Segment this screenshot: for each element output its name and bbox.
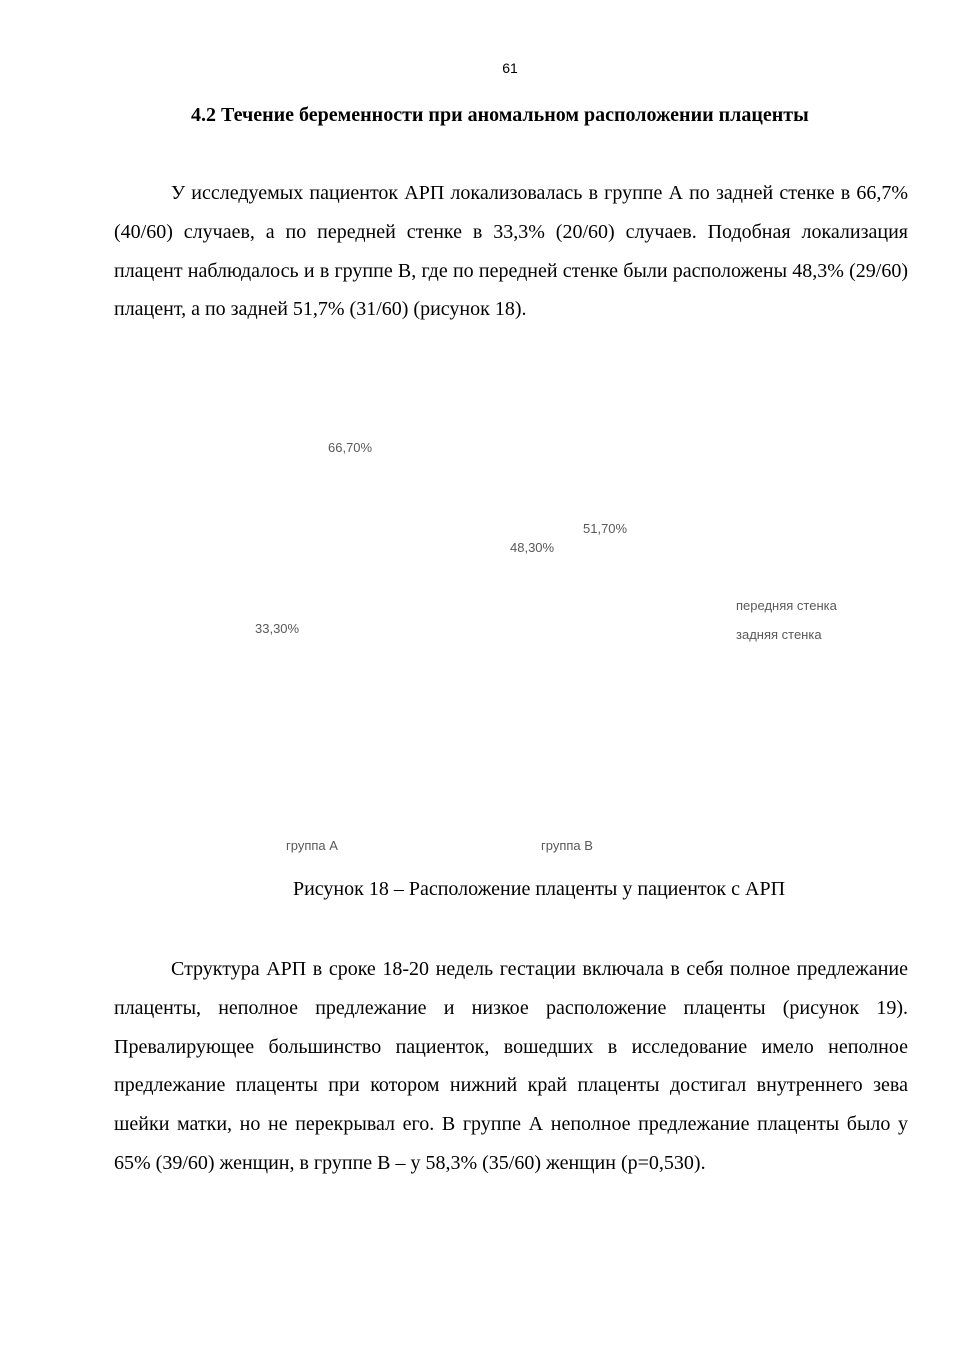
placenta-location-chart xyxy=(0,400,954,870)
section-heading: 4.2 Течение беременности при аномальном расположении плаценты xyxy=(191,104,809,126)
category-label-group-a: группа А xyxy=(286,838,338,853)
figure-caption: Рисунок 18 – Расположение плаценты у пациенток с АРП xyxy=(292,878,786,900)
paragraph-2 xyxy=(114,950,908,1183)
category-label-group-b: группа В xyxy=(541,838,593,853)
data-label-group-a-front: 33,30% xyxy=(255,621,300,636)
paragraph-1 xyxy=(114,174,908,329)
data-label-group-b-back: 51,70% xyxy=(583,521,628,536)
page-number: 61 xyxy=(502,60,518,76)
paragraph-1-text: У исследуемых пациенток АРП локализовалась в группе А по задней стенке в 66,7% (40/60) случаев, а по передней стенке в 33,3% (20/60) случаев. Подобная локализация плацент наблюдалось и в группе В, где по передней стенке были расположены 48,3% (29/60) плацент, а по задней 51,7% (31/60) (рисунок 18). xyxy=(114,182,908,321)
data-label-group-a-back: 66,70% xyxy=(328,440,373,455)
legend-item-front: передняя стенка xyxy=(736,598,837,613)
chart-legend xyxy=(736,598,837,656)
data-label-group-b-front: 48,30% xyxy=(510,540,555,555)
paragraph-2-text: Структура АРП в сроке 18-20 недель гестации включала в себя полное предлежание плаценты, неполное предлежание и низкое расположение плаценты (рисунок 19). Превалирующее большинство пациенток, вошедших в исследование имело неполное предлежание плаценты при котором нижний край плаценты достигал внутреннего зева шейки матки, но не перекрывал его. В группе А неполное предлежание плаценты было у 65% (39/60) женщин, в группе В – у 58,3% (35/60) женщин (р=0,530). xyxy=(114,958,908,1174)
legend-item-back: задняя стенка xyxy=(736,627,822,642)
